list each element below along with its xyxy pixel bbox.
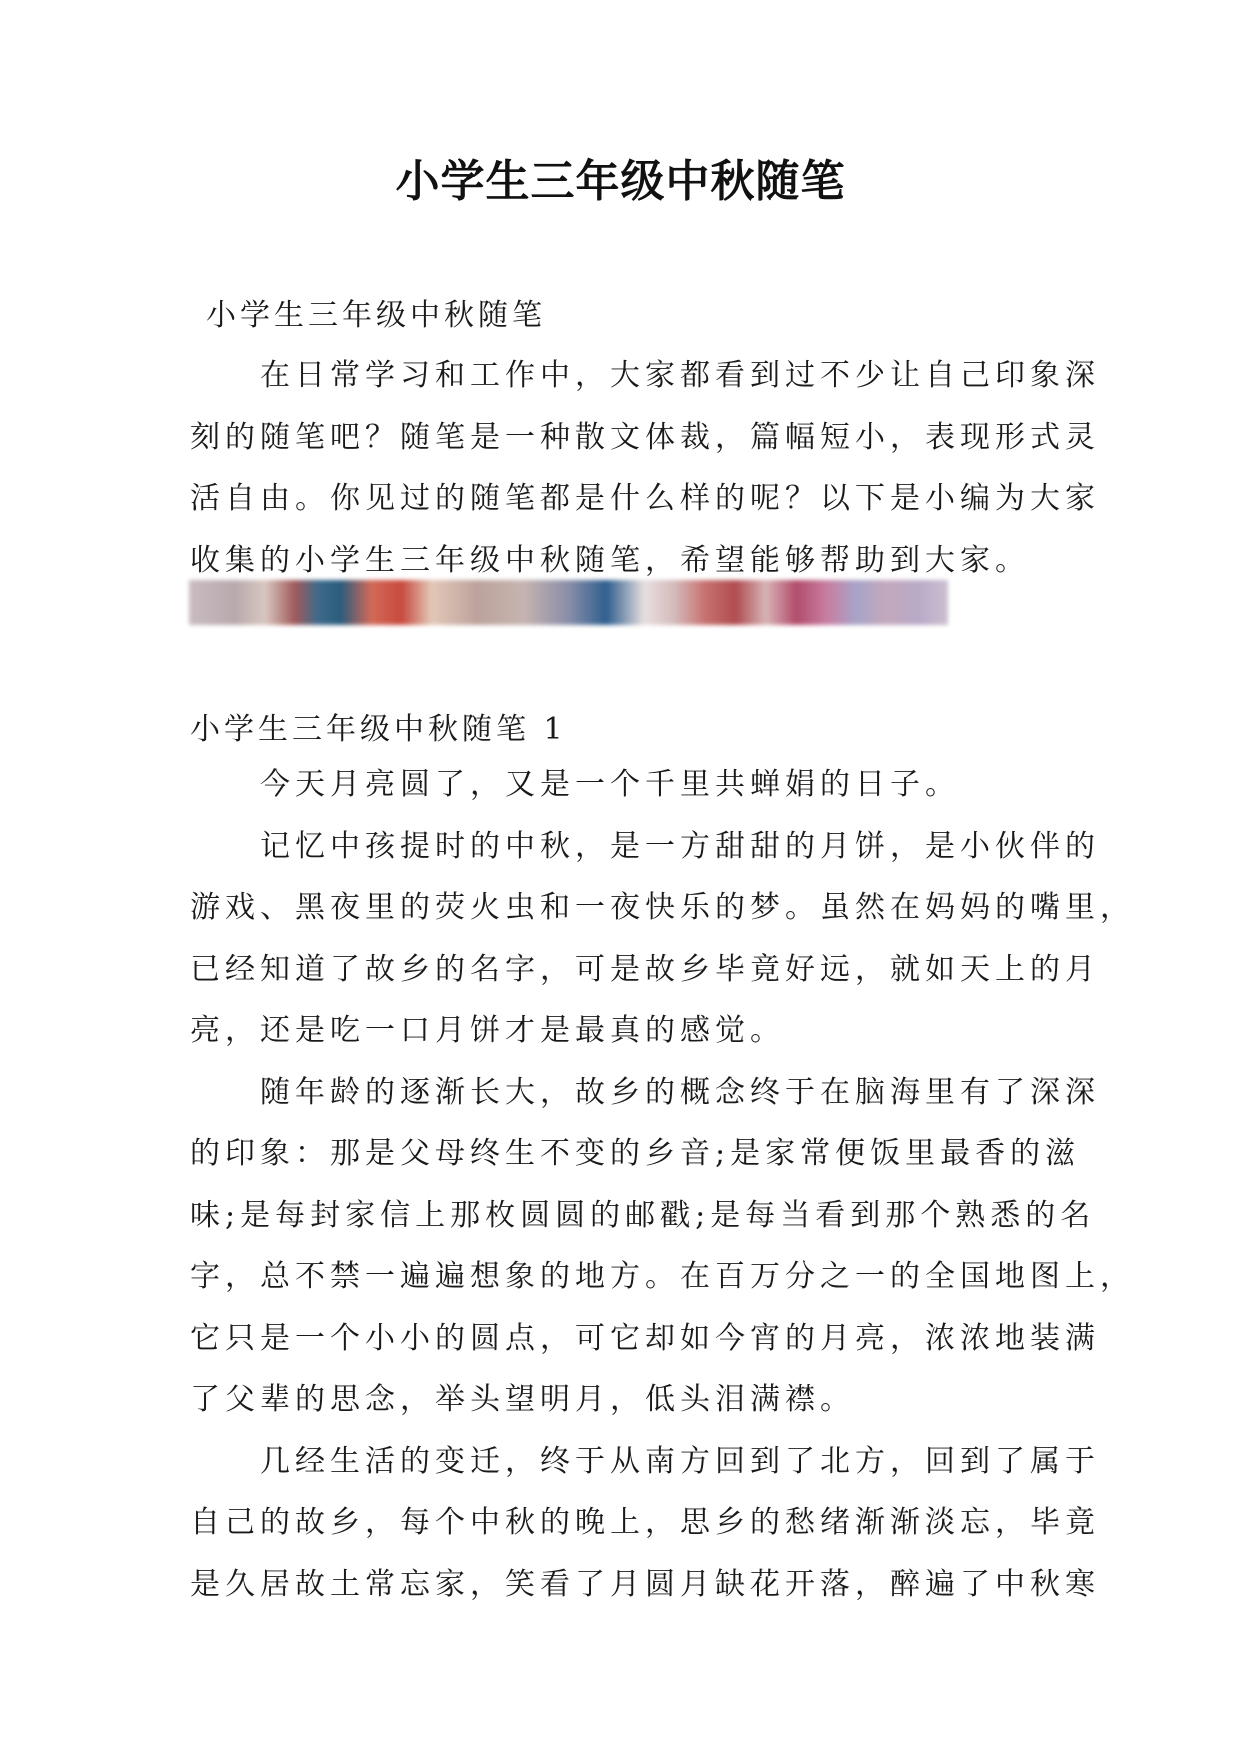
body-line: 记忆中孩提时的中秋，是一方甜甜的月饼，是小伙伴的 — [260, 828, 1100, 864]
intro-paragraph — [190, 345, 1100, 591]
body-line: 已经知道了故乡的名字，可是故乡毕竟好远，就如天上的月 — [190, 951, 1100, 987]
body-line: 味;是每封家信上那枚圆圆的邮戳;是每当看到那个熟悉的名 — [190, 1197, 1096, 1233]
body-line: 了父辈的思念，举头望明月，低头泪满襟。 — [190, 1382, 855, 1417]
intro-line: 收集的小学生三年级中秋随笔，希望能够帮助到大家。 — [190, 542, 1030, 578]
intro-line: 在日常学习和工作中，大家都看到过不少让自己印象深 — [260, 358, 1100, 393]
document-subtitle: 小学生三年级中秋随笔 — [206, 298, 546, 333]
body-line: 几经生活的变迁，终于从南方回到了北方，回到了属于 — [260, 1443, 1100, 1479]
body-line: 是久居故土常忘家，笑看了月圆月缺花开落，醉遍了中秋寒 — [190, 1566, 1100, 1602]
body-line: 游戏、黑夜里的荧火虫和一夜快乐的梦。虽然在妈妈的嘴里， — [190, 890, 1135, 925]
section-body — [190, 754, 1135, 1615]
body-line: 今天月亮圆了，又是一个千里共蝉娟的日子。 — [260, 767, 960, 802]
body-line: 的印象：那是父母终生不变的乡音;是家常便饭里最香的滋 — [190, 1136, 1081, 1171]
body-line: 字，总不禁一遍遍想象的地方。在百万分之一的全国地图上， — [190, 1259, 1135, 1294]
intro-line: 刻的随笔吧？随笔是一种散文体裁，篇幅短小，表现形式灵 — [190, 419, 1100, 455]
body-line: 自己的故乡，每个中秋的晚上，思乡的愁绪渐渐淡忘，毕竟 — [190, 1505, 1100, 1540]
body-line: 亮，还是吃一口月饼才是最真的感觉。 — [190, 1013, 785, 1048]
section-heading: 小学生三年级中秋随笔 1 — [190, 712, 567, 747]
blurred-photo-strip — [189, 580, 948, 625]
intro-line: 活自由。你见过的随笔都是什么样的呢？以下是小编为大家 — [190, 481, 1100, 516]
document-title: 小学生三年级中秋随笔 — [395, 156, 846, 207]
body-line: 它只是一个小小的圆点，可它却如今宵的月亮，浓浓地装满 — [190, 1320, 1100, 1356]
body-line: 随年龄的逐渐长大，故乡的概念终于在脑海里有了深深 — [260, 1074, 1100, 1110]
